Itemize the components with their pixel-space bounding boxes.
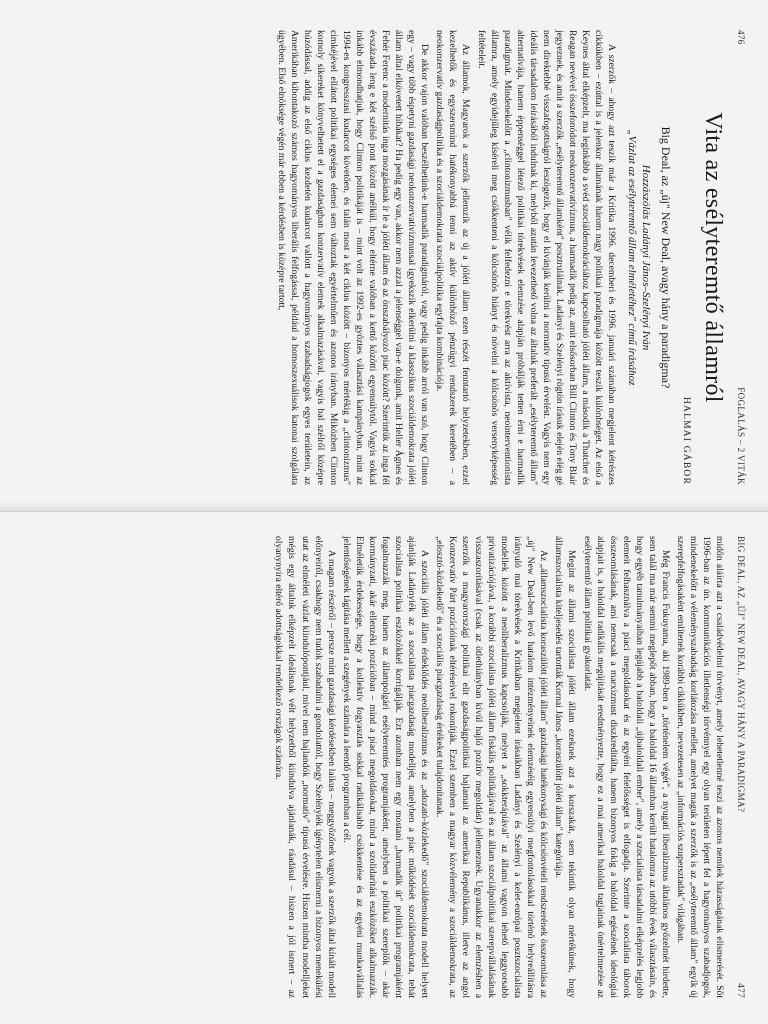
left-running-head: [736, 30, 746, 485]
paragraph: A magam részéről – persze mint gazdasági kérdésekben laikus – meggyőzőnek vagyok a szerzők által kínált modell előnyeiről, csakhogy nem tudok szabadulni a gondolattól, hogy Szelényiék igénytelen elismerni a bizonyos menekülési utat az elméleti vázlat kiindulópontjául, mivel nem hajlandók „normatív" típusú érvelésre. Hiszen mintha modelljeket mégis egy általuk elképzelt ideálisnak vélt helyzetből kiindulva ajánlanák, ráadásul – hiszen a jól ismert – az olyanynyira eltérő adottságokkal rendelkező országok számára.: [273, 536, 337, 998]
paragraph: Megint az állami szocialista jóléti állam ezeknek azt a korszakát, sem tekintik olyan mértékűnek, hogy államszocialista kiteljesedés tartották Kornai János „koraszülött jóléti állam" kategóriája.: [553, 536, 578, 998]
article-title: Vita az esélyteremtő államról: [700, 112, 726, 403]
paragraph: A szerzők – ahogy azt teszik már a Kritika 1996. decemberi és 1996. januári számában megjelent kétrészes cikkükben – ezúttal is a jelenkor államának három nagy politikai paradigmája között teszik különbséget. Az első a Keynes által elképzelt, ma leginkább a svéd szociáldemokráciához kapcsolható jóléti állam, a második a Thatcher és Reagan nevével összefonódott neokonzervativizmus, a harmadik pedig az, amit elsősorban Bill Clinton és Tony Blair jegyeznek, és amit a szerzők „esélyteremtő államként" posztrulálnak. Ladányi és Szelényi rögtön írásuk elején elég gé nem direktebbé visszafogottságról leszögezik, hogy el kívánják kerülni a normatív típusú érvelést. Vagyis nem egy ideális társadalom leírásából indulnak ki, melyből azután levezethető volna az általuk preferált „esélyteremtő állam" alternatívája, hanem éppenséggel létező politikai törekvések elemzése alapján próbálják tetten érni e harmadik paradigmát. Mindenekelőtt a „clintonizmusban" vélik felfedezni e törekvést arra az aktívista, neointerventionista államra, amely egyidejűleg kíséreli meg csökkenteni a kölcsönös hiányt és növelni a kölcsönös versenyképesség feltételeit.: [475, 30, 617, 485]
paragraph: midőn aláírta azt a családvédelmi törvényt, amely lehetetlenné teszi az azonos neműek házasságának elismerését. Sőt 1996-ban az ún. kommunikációs illetlenségi törvénnyel egy olyan területen lépett fel a hagyományos szabadjogok, mindenekelőtt a véleményszabadság korlátozása mellett, amelyet maguk a szerzők is az „esélyteremtő állam" egyik új szerepfelfogásaként említenek korábbi cikkükben, nevezetesen az „információs szupersztadak" világában.: [674, 536, 725, 998]
left-running-title: FOGLALÁS – 2 VITÁK: [736, 387, 746, 485]
paragraph: Még Francis Fukuyama, aki 1989-ben a „történelem végét", a nyugati liberalizmus általános győzelmét hirdette, sem talál ma már semmi meglepőt abban, hogy a baloldal 16 államban került hatalomra az utóbbi évek választásain, és hogy egyéb tanulmányaiban legújabb a baloldali „újbaloldali ember", amely a szocialista társadalmi elképzelés legjobb elemeit felhasználva a piaci megoldásokat és az egyéni felelősséget is elfogadja. Szerinte a szocialista táborok összeomlásának, ami nemcsak a marxizmust diszkreditálta, hanem bizonyos fokig a baloldal egészének ideológiai alapjait is, a baloldal radikális megújítását eredményezte, hogy ez a mai amerikai baloldal tagjainak önértelmezése az esélyteremtő állam politikai gyakorlatát.: [581, 536, 671, 998]
left-page-number: 476: [736, 30, 746, 45]
subtitle-italic-1: Hozzászólás Ladányi János–Szelényi Iván: [640, 164, 652, 351]
right-running-head: [736, 536, 746, 998]
subtitle-italic-2: „Vázlat az esélyteremtő állam elméletéhez" című írásához: [626, 129, 638, 386]
gutter-shadow: [0, 501, 768, 511]
left-body-text: [275, 30, 618, 485]
paragraph: A szociális jóléti állam érdeklődés neoliberalizmus és az „adozató-közlekedő" szociáldemokrata modell helyett ajánlják Ladányiék az a szocialista piacgazdaság modelljét, amelyben a piac működését szociáldemokrata, tehát szocialista politikai eszközökkel korrigálják. Ezt azonban nem egy mostani „harmadik út" politikai programjaként fogalmazzák meg, hanem az állampolgári esélyteremtés programjaként, amelyben a politikai szereplők – akár kormányzati, akár ellenzéki pozícióban – mind a piaci megoldásokat, mind a szolidaritási eszközöket alkalmazzák. Elméletük érdekessége, hogy a kollektív fogyasztás sokkal radikálisabb csökkentése és az egyéni munkavállalás jelentőségének tágítása mellett a szegények számára a leendő programban a cél.: [340, 536, 430, 998]
paragraph: De akkor vajon valóban beszélhetünk-e harmadik paradigmáról, vagy pedig inkább arról van szó, hogy Clinton egy – vagy több éspetyni gazdasági neokonzervativizmussal igyekszik elkerülni a klasszikus szociáldemokrata jóléti állam által elkövetett hibákat? Ha pedig egy van, akkor nem azzal a jelenséggel van-e dolgunk, amit Heller Ágnes és Fehér Ferenc a modernitás inga mozgásának ír le a jóléti állam és az önszabályozó piac között? Szerintük az inga fél évszázada leng e két szélső pont között anélkül, hogy eltérne valóban a kettő közötti egyensúlytól. Vagyis sokkal inkább elmondhatjuk, hogy Clinton politikáját is – mint volt az 1992-es győztes választási kampányban, mint az 1994-es kongresszusi kudarcot követően, és talán most a két ciklus között – bizonyos mértékig a „clintonizmus" cimkéjével ellátott politikai egységes elemei sem változtak egyértelműen és azonos irányban. Miközben Clinton komoly sikereket könyvelhetett el a gazdaságban konzervatív elemek alkalmazásával, vagyis bal szélről középre húzódással, addig az első ciklus kezdetén kudarcot vallott a hagyományos szabadságjogok egyes területein, az Amerikában kibontakozó számos hagyományos liberális felfogással, például a homoszexuálisok katonai szolgálata ügyében. Első elnöksége végén már ebben a kérdésben is középre tartott,: [275, 30, 431, 485]
article-subtitle: Big Deal, az „új" New Deal, avagy hány a paradigma?: [659, 126, 673, 389]
right-page-number: 477: [736, 983, 746, 998]
paragraph: Az államok, Magyarok a szerzők jellemzik az új a jóléti állam ezen részét fenntartó helyzetekben, ezzel kezelhetők és egyszersmind hatékonyabbá tenni az aktív különböző pénzügyi rendszerek keretében – a neokonzervatív gazdaságpolitika és a szociáldemokrata szociálpolitika egyfajta kombinációja.: [434, 30, 472, 485]
article-author: HALMAI GÁBOR: [681, 396, 691, 485]
right-running-title: BIG DEAL, AZ „ÚJ" NEW DEAL, AVAGY HÁNY A PARADIGMA?: [736, 536, 746, 813]
right-body-text: [272, 536, 726, 998]
right-page: [0, 512, 768, 1024]
paragraph: Az „államszocialista koraszülött jóléti állam" gazdasági hatékonysági és kölcsönvételi rendszerének összeomlása az „új" New Deal-ben levő hatalom intézményeinek elemzéséig egyensúlyi megfontolásokkal történő helyreállításra irányuló mai törekvések a Kritikában megjelent írásaikban Ladányi és Szelényi a kelet-európai posztszocialista modellek között a neoliberalizmus kapcsolják, melyet a „sokkterápiával" az állami vagyon lehető leggyorsabb privatizációjával, a korábbi szocialista jóléti állam fiskális politikájával és az állam szociálpolitikai szerepvállalásának visszaszorításával (csak az ötlethiányban kívül hajló pozitív megoldást) jellemeznek. Ugyanakkor az elemzésben a szerzők a magyarországi politikai elit gazdaságpolitikai hajlamait az amerikai Republikánus, illetve az angol Konzervatív Párt pozícióinak eltéréseivel rokonítják. Ezzel szemben a magyar közvélemény a szociáldemokrata, az „elosztó-közlekedő" és a szociális piacgazdaság értékeket tulajdonítanak.: [434, 536, 550, 998]
